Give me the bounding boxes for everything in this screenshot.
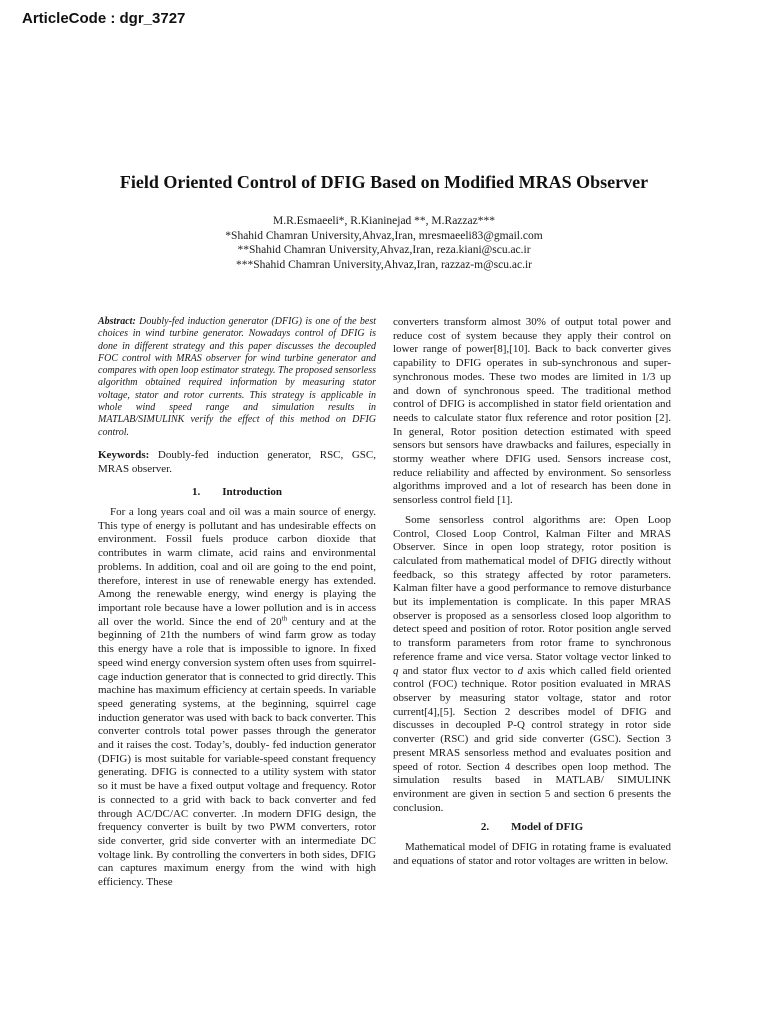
paragraph-text: axis which called field oriented control (FOC) technique. Rotor position evaluated in MRAS observer by measuring stator voltage, stator and rotor current[4],[5]. Section 2 describes model of DFIG and discusses in decoupled P-Q control strategy in rotor side converter (RSC) and grid side converter (GSC). Section 3 present MRAS sensorless method and evaluates position and speed of rotor. Section 4 describes open loop method. The simulation results based in MATLAB/ SIMULINK environment are given in section 5 and section 6 presents the conclusion. — [393, 664, 671, 814]
paragraph-sensorless — [393, 514, 671, 815]
keywords-label: Keywords: — [98, 448, 150, 461]
paragraph-text: Some sensorless control algorithms are: Open Loop Control, Closed Loop Control, Kalman Filter and MRAS Observer. Since in open loop strategy, rotor position is calculated from mathematical model of DFIG directly without feedback, so this strategy affected by rotor parameters. Kalman filter have a good performance to remove disturbance but its implementation is complicate. In this paper MRAS observer is proposed as a sensorless closed loop algorithm to detect speed and position of rotor. Rotor position angle served to transform parameters from rotor frame to synchronous reference frame and vice versa. Stator voltage vector linked to — [393, 513, 671, 663]
abstract-label: Abstract: — [98, 316, 136, 327]
section-title: Introduction — [222, 486, 282, 499]
section-number: 1. — [192, 486, 201, 499]
d-axis-symbol: d — [517, 664, 524, 677]
keywords — [98, 449, 376, 476]
affiliation-2: **Shahid Chamran University,Ahvaz,Iran, reza.kiani@scu.ac.ir — [237, 244, 531, 256]
left-column — [98, 316, 376, 896]
abstract-text: Doubly-fed induction generator (DFIG) is one of the best choices in wind turbine generator. Nowadays control of DFIG is done in different strategy and this paper discusses the decoupled FOC control with MRAS observer for wind turbine generator and compares with open loop estimator strategy. The proposed sensorless algorithm obtained required information by measuring stator voltage, stator and rotor currents. This strategy is applicable in whole wind speed range and simulation results in MATLAB/SIMULINK verify the effect of this method on DFIG control. — [98, 316, 376, 438]
paragraph-text: and stator flux vector to — [398, 664, 518, 677]
model-paragraph: Mathematical model of DFIG in rotating frame is evaluated and equations of stator and rotor voltages are written in below. — [393, 841, 671, 867]
author-names: M.R.Esmaeeli*, R.Kianinejad **, M.Razzaz*** — [273, 215, 495, 227]
article-code: ArticleCode : dgr_3727 — [22, 10, 186, 27]
section-title: Model of DFIG — [511, 821, 584, 834]
right-column — [393, 316, 671, 874]
section-number: 2. — [480, 821, 490, 834]
section-heading-model — [393, 821, 671, 835]
keywords-text: Doubly-fed induction generator, RSC, GSC, MRAS observer. — [98, 448, 376, 475]
affiliation-1: *Shahid Chamran University,Ahvaz,Iran, mresmaeeli83@gmail.com — [225, 229, 543, 242]
paragraph-converters: converters transform almost 30% of output total power and reduce cost of system because they apply their control on lower range of power[8],[10]. Back to back converter gives capability to DFIG operates in sub-synchronous and super-synchronous modes. These two modes are limited in 1/3 up and down of synchronous speed. The traditional method control of DFIG is accomplished in stator field orientation and needs to calculate stator flux reference and rotor position [2]. In general, Rotor position detection estimated with speed sensors but sensors have drawbacks and failures, especially in stormy weather where DFIG used. Sensors increase cost, reduce reliability and affected by environment. So sensorless algorithms improved and a lot of research has been done in sensorless control field [1]. — [393, 316, 671, 507]
superscript: th — [281, 614, 288, 623]
q-axis-symbol: q — [393, 664, 399, 677]
introduction-paragraph — [98, 506, 376, 890]
affiliation-3: ***Shahid Chamran University,Ahvaz,Iran, razzaz-m@scu.ac.ir — [236, 258, 532, 271]
paragraph-text: For a long years coal and oil was a main source of energy. This type of energy is pollutant and has undesirable effects on environment. Fossil fuels produce carbon dioxide that contributes in warm climate, acid rains and environmental problems. In addition, coal and oil are going to the end point, therefore, interest in use of renewable energy has extended. Among the renewable energy, wind energy is playing the important role because have a lower pollution and is in access all over the world. Since the end of 20 — [98, 506, 376, 628]
authors-block — [0, 214, 768, 272]
paragraph-text: century and at the beginning of 21th the numbers of wind farm grow as today this energy have a role that is impossible to ignore. In fixed speed wind energy conversion system often uses from squirrel-cage induction generator that is connected to grid directly. This machine has maximum efficiency at certain speeds. In variable speed generating systems, at the beginning, squirrel cage induction generator was used with back to back converter. This converter controls total power passes through the generator and it raises the cost. Today’s, doubly- fed induction generator (DFIG) is most suitable for variable-speed constant frequency generating. DFIG is connected to a utility system with stator so it must be have a fixed output voltage and frequency. Rotor is connected to a grid with back to back converter and fed through AC/DC/AC converter. .In modern DFIG design, the frequency converter is built by two PWM converters, rotor side converter, grid side converter with an intermediate DC voltage link. By controlling the converters in both sides, DFIG can captures maximum energy from the wind with high efficiency. These — [98, 615, 376, 889]
section-heading-introduction — [98, 486, 376, 500]
paper-title: Field Oriented Control of DFIG Based on Modified MRAS Observer — [119, 172, 649, 192]
abstract — [98, 316, 376, 439]
